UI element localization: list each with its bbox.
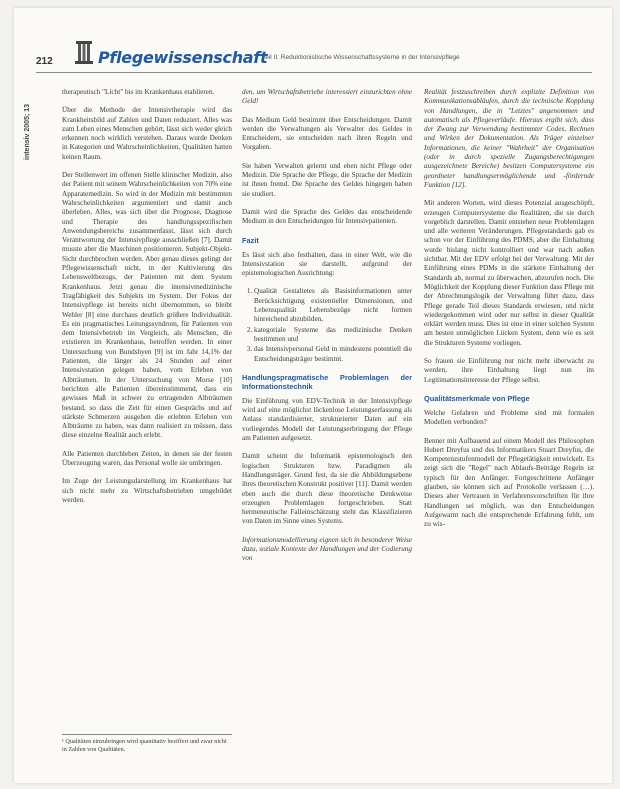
- paragraph: Es lässt sich also festhalten, dass in einer Welt, wie die Intensivstation sie darstellt, aufgrund der epistemologischen Ausrichtung:: [242, 250, 412, 278]
- column-logo-icon: [74, 40, 94, 66]
- list-item: 2. kategoriale Systeme das medizinische Denken bestimmen und: [254, 326, 412, 345]
- list-item: 1. Qualität Gestaltetes als Basisinformationen unter Berücksichtigung existentieller Dimensionen, und Lebensqualität Lebensbezüge nicht formen hinreichend abzubilden,: [254, 287, 412, 324]
- paragraph: Informationsmodellierung eignen sich in besonderer Weise dazu, soziale Kontexte der Handlungen und der Codierung von: [242, 535, 412, 563]
- paragraph: Die Einführung von EDV-Technik in der Intensivpflege wird auf eine möglichst lückenlose Leistungserfassung als Anlass standardisierter, strukturierter Daten auf ein vorliegendes Modell der Leistungserbringung der Pflege am Patienten aufgesetzt.: [242, 396, 412, 443]
- paragraph: Über die Methode der Intensivtherapie wird das Krankheitsbild auf Zahlen und Daten reduziert. Alles was zum Leben eines Menschen gehört, lässt sich weder gleich erkennen noch wirklich verstehen. Daraus wurde Denken in Kategorien und Wahrscheinlichkeiten, Qualitäten hatten keinen Raum.: [62, 106, 232, 161]
- paragraph: Sie haben Verwalten gelernt und eben nicht Pflege oder Medizin. Die Sprache der Pflege, die Sprache der Medizin ist ihnen fremd. Die Sprache des Geldes hingegen haben sie studiert.: [242, 161, 412, 198]
- journal-title: Pflegewissenschaft: [98, 48, 268, 67]
- paragraph: Damit wird die Sprache des Geldes das entscheidende Medium in den Entscheidungen für Intensivpatienten.: [242, 207, 412, 226]
- column-2: [242, 88, 412, 573]
- journal-page: [14, 8, 612, 783]
- section-heading-qualitaetsmerkmale: Qualitätsmerkmale von Pflege: [424, 393, 530, 403]
- paragraph: Realität festzuschreiben durch explizite Definition von Kommunikationsabläufen, durch die technische Kopplung von Handlungen, die in "Letztes" angenommen und automatisch als Pflegeverläufe. Hieraus ergibt sich, dass der Zwang zur Verwendung bestimmter Codes, Rechnen und Wirken der Dokumentation. Als Träger einzelner Informationen, die keiner "Wahrheit" der Organisation (oder in durch spezielle Zugangsberechtigungen ausgezeichnete Bereiche) besitzen Computersysteme ein geordneter handlungsermöglichende und -fördernde Funktion [12].: [424, 88, 594, 189]
- column-1: [62, 88, 232, 514]
- paragraph: So frauen sie Einführung nur nicht mehr überwacht zu werden, ihre Einhaltung liegt nun im Legitimationsinteresse der Pflege selbst.: [424, 357, 594, 384]
- column-3: [424, 88, 594, 538]
- paragraph: Alle Patienten durchleben Zeiten, in denen sie der festen Überzeugung waren, das Personal wolle sie umbringen.: [62, 449, 232, 467]
- side-journal-label: intensiv 2005; 13: [24, 103, 31, 160]
- header-rule: [36, 72, 592, 73]
- section-heading-fazit: Fazit: [242, 235, 259, 245]
- paragraph: therapeutisch "Licht" bis im Krankenhaus etablieren.: [62, 88, 215, 96]
- page-header: [14, 48, 612, 74]
- paragraph: den, um Wirtschaftsbetriebe interessiert einzurichten ohne Geld!: [242, 88, 412, 106]
- footnote: ¹ Qualitäten einzubringen wird quantitativ beziffert und zwar nicht in Zahlen von Qualitäten.: [62, 734, 232, 754]
- section-heading-informationstechnik: Handlungspragmatische Problemlagen der Informationstechnik: [242, 372, 412, 391]
- paragraph: Mit anderen Worten, wird dieses Potenzial ausgeschöpft, erzeugen Computersysteme die Realitäten, die sie durch vorgeblich darstellen. Damit entstehen neue Problemlagen und alle weiteren Veränderungen. Pflegestandards gab es schon vor der Einführung des PDMS, aber die Einhaltung wurde bislang nicht kontrolliert und war nach außen sichtbar. Mit der EDV erfolgt bei der Verwaltung. Mit der Einführung eines PDMs in die stärkere Einhaltung der Standards ab, normal zu überwachen, abzurufen noch. Die Möglichkeit der Kopplung dieser Funktion dass Pflege mit der Abrechnungslogik der Verwaltung führt dazu, dass Pflege gerade Teil dieses Standards erwiesen, und nicht wiedergekommen wird oder nur selbst in dieser Qualität erklärt werden muss. Dies ist eine in einer solchen System am besten unmöglichen Lücken System, denn wie es seit die Strukturen Systeme vorliegen.: [424, 199, 594, 347]
- paragraph: Der Stellenwert im offenen Stelle klinischer Medizin, also der Patient mit seinem Wahrscheinlichkeiten von 70% eine Apparatemedizin. So wird in der Medizin mit bestimmten Wahrscheinlichkeiten argumentiert und damit auch überleben. Alles, was sich über die Prognose, Diagnose und Therapie des handlungsspezifischen Anwendungsbereichs zusammenfasst, lässt sich durch Verantwortung der Intensivpflege ausschließen [7]. Damit musste aber die Maschinen positionieren. Subjekt-Objekt-Sicht durchbrochen werden. Aber genau dieses gelingt der Pflegewissenschaft nicht, in der Kultivierung des Lebensweltbezugs, der Patienten mit dem System Krankenhaus. Jetzt genau die intensivmedizinische Tragfähigkeit des Subjekts im System. Der Fokus der Intensivpflege ist bereits nicht übernommen, so bleibt Wehler [8] eine durchaus deutlich größere Individualität. Es ein pragmatisches Leitungssyndrom, für Patienten von dem Intensivbetrieb im Vergleich, als Menschen, die existieren im Krankenhaus, betroffen werden. In einer Untersuchung von Bundshyen [9] ist im Jahr 14,1% der Patienten, die länger als 24 Stunden auf einer Intensivstation gelegen haben, vom Erleben von Albträumen. In der Untersuchung von Morse [10] berichten alle Patienten übereinstimmend, dass ein gewisses Maß in schwer zu ertragenden Albträumen bestand, so dass die Zeit für einen Gesprächs und auf stärkste Schmerzen ausgehen die erlebten Erleben von Albträume zu haben, was dann realisiert zu müssen, dass diese einzelne Realität auch erlebt.: [62, 171, 232, 440]
- paragraph: Welche Gefahren und Probleme sind mit formalen Modellen verbunden?: [424, 408, 594, 427]
- page-number: 212: [36, 56, 53, 67]
- paragraph: Im Zuge der Leistungsdarstellung im Krankenhaus hat sich nicht mehr zu Wirtschaftsbetrieben umgebildet werden.: [62, 477, 232, 504]
- paragraph: Damit scheint die Informatik epistemologisch den logischen Strukturen bzw. Paradigmen als Handlungsträger. Grund fest, da sie die Abbildungsebene ihres theoretischen Konstrukt positiver [11]. Damit werden eben auch die durch diese theoretische Denkweise erzeugten Problemlagen fortgeschrieben. Statt hermeneutische Falleinschätzung steht das Klassifizieren von Daten im Sinne eines Systems.: [242, 452, 412, 526]
- list-item: 3. das Intensivpersonal Geld in mindestens potentiell die Entscheidungsträger bestimmt.: [254, 345, 412, 364]
- running-head: Teil II: Reduktionistische Wissenschaftssysteme in der Intensivpflege: [262, 54, 460, 61]
- paragraph: Benner mit Aufbauend auf einem Modell des Philosophen Hubert Dreyfus und des Informatikers Stuart Dreyfus, die Kompetenzstufenmodell der Pflegetätigkeit entwickelt. Es zeigt sich die "Regel" nach Ablaufs-Beiträge Regeln ist typisch für den Anfänger. Fortgeschrittene Anfänger glauben, sie können sich auf Protokolle verlassen (…). Dieses aber Vertrauen in Verfahrensvorschriften für ihre Handlungen sei möglich, was den Entscheidungen Aufgewarnt nach die entsprechende Erfahrung fehlt, um zu wis-: [424, 436, 594, 529]
- conclusion-list: [242, 287, 412, 363]
- paragraph: Das Medium Geld bestimmt über Entscheidungen. Damit werden die Verwaltungen als Verwalter des Geldes in Entscheidern, sie entscheiden nach ihren Regeln und Vorgaben.: [242, 115, 412, 152]
